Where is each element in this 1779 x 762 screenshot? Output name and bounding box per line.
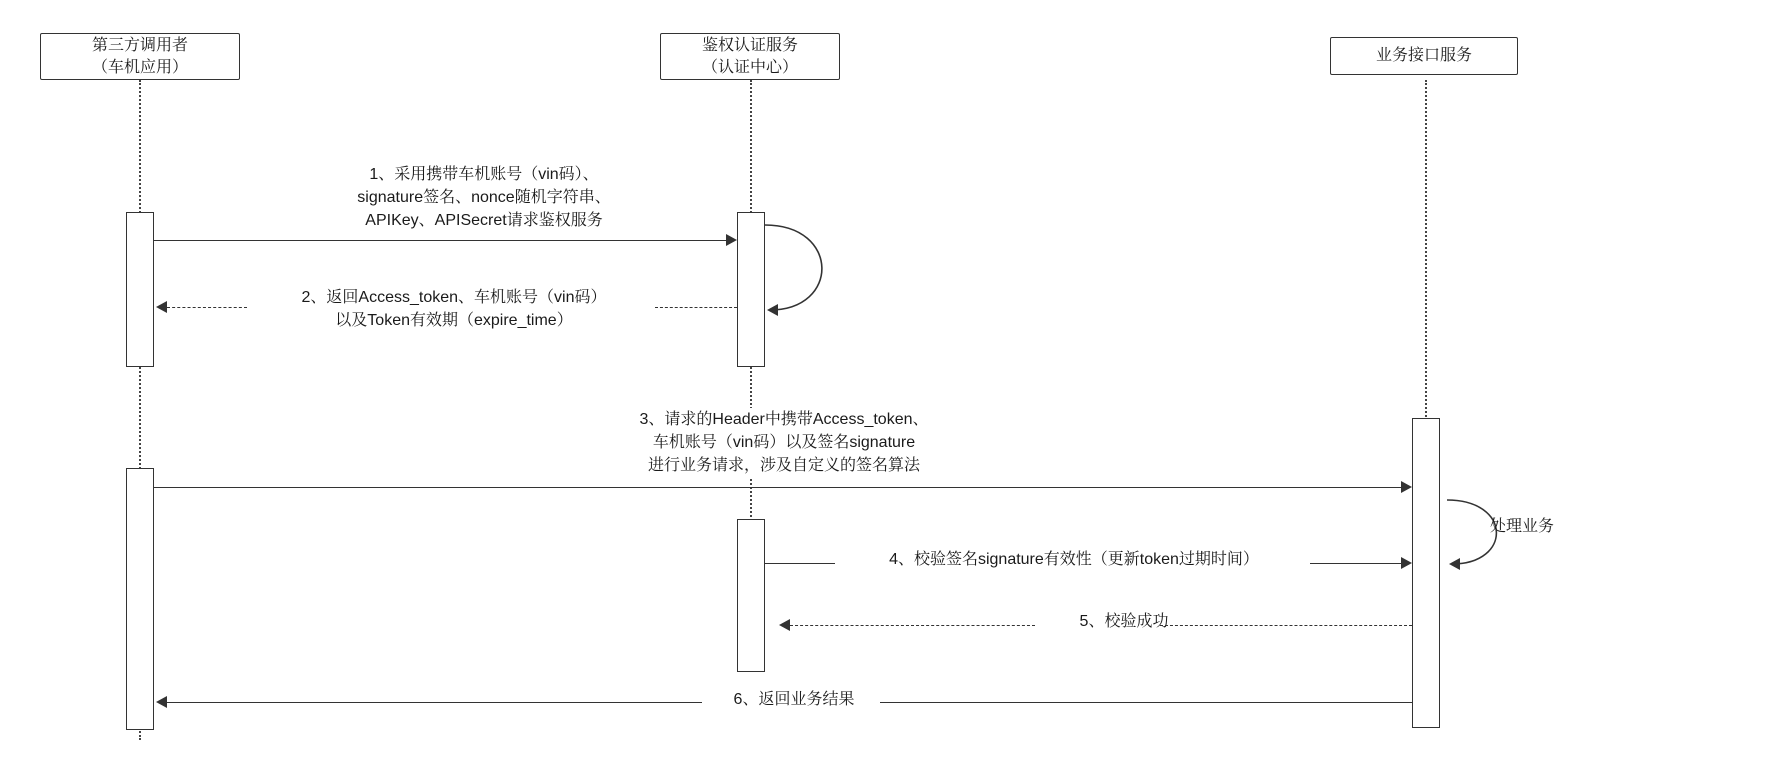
business-self-loop-arrowhead [1449,558,1460,570]
message-2-arrowhead [156,301,167,313]
message-4-line-right [1310,563,1403,564]
participant-auth-line2: （认证中心） [701,58,798,76]
business-self-loop-label: 处理业务 [1490,518,1555,535]
message-1-label: 1、采用携带车机账号（vin码）、 signature签名、nonce随机字符串、 APIKey、APISecret请求鉴权服务 [290,163,678,233]
participant-caller[interactable] [40,33,240,80]
message-4-label: 4、校验签名signature有效性（更新token过期时间） [830,548,1318,571]
message-6-line-right [880,702,1412,703]
message-2-line-left [167,307,247,308]
activation-caller-2 [126,468,154,730]
message-3-label: 3、请求的Header中携带Access_token、 车机账号（vin码）以及签名signature 进行业务请求，涉及自定义的签名算法 [580,408,988,478]
message-2-label: 2、返回Access_token、车机账号（vin码） 以及Token有效期（expire_time） [250,286,658,332]
message-5-line-right [1160,625,1412,626]
message-6-line-left [167,702,702,703]
message-4-line-left [765,563,835,564]
message-2-line-right [655,307,737,308]
participant-auth-line1: 鉴权认证服务 [701,36,798,54]
activation-auth-1 [737,212,765,367]
activation-caller-1 [126,212,154,367]
activation-auth-2 [737,519,765,672]
message-4-arrowhead [1401,557,1412,569]
message-6-arrowhead [156,696,167,708]
auth-self-loop-arrowhead [767,304,778,316]
participant-caller-line1: 第三方调用者 [91,36,188,54]
message-1-line [154,240,728,241]
message-3-line [154,487,1403,488]
message-1-arrowhead [726,234,737,246]
participant-business-line1: 业务接口服务 [1375,47,1472,65]
message-5-line-left [790,625,1035,626]
message-5-arrowhead [779,619,790,631]
activation-business-1 [1412,418,1440,728]
participant-caller-line2: （车机应用） [91,58,188,76]
message-5-label: 5、校验成功 [1030,610,1218,633]
participant-business[interactable] [1330,37,1518,75]
message-3-arrowhead [1401,481,1412,493]
participant-auth[interactable] [660,33,840,80]
message-6-label: 6、返回业务结果 [700,688,888,711]
